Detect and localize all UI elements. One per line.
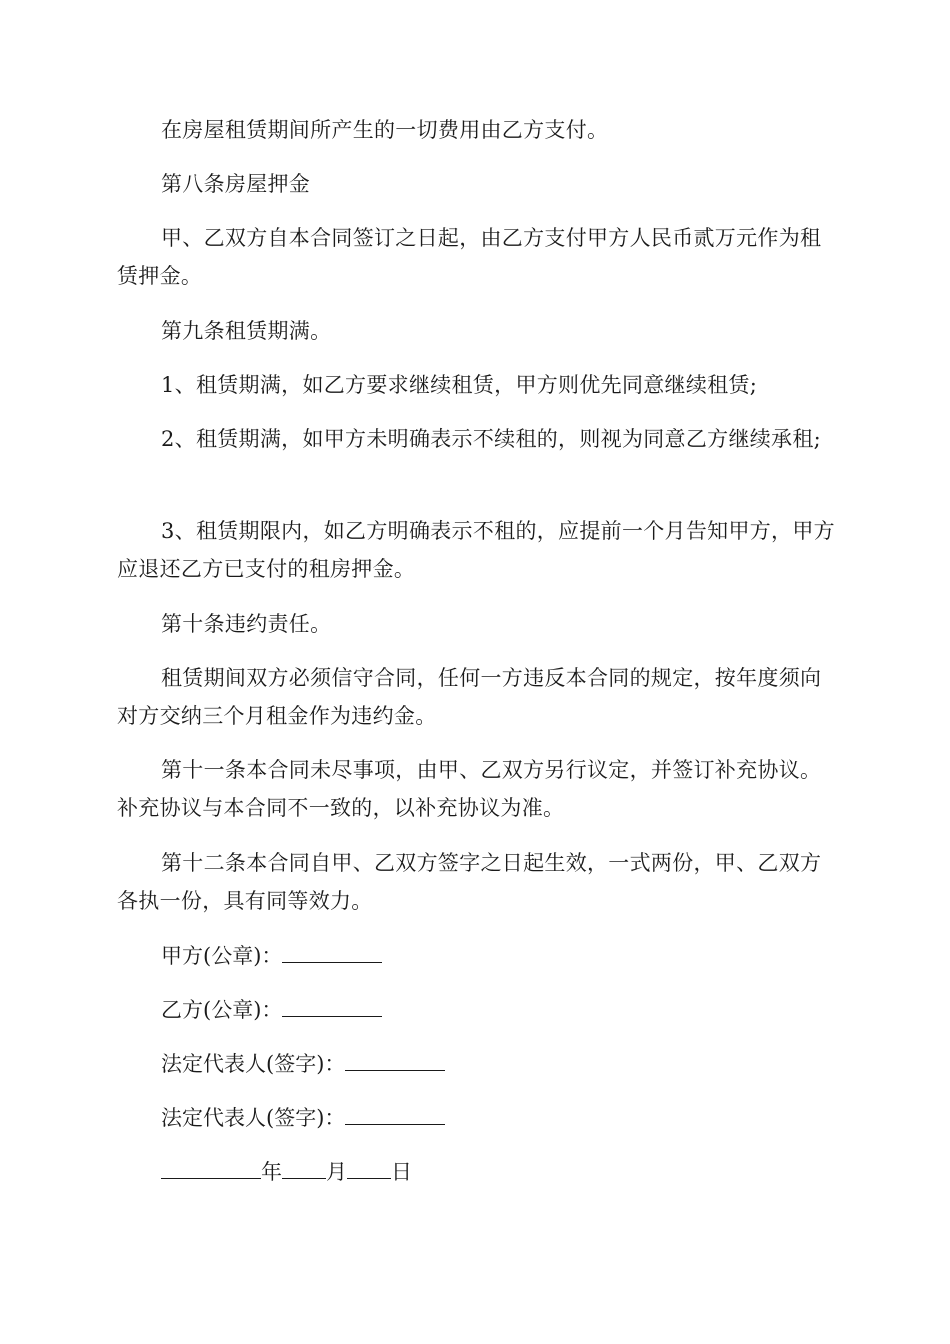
paragraph-deposit: 甲、乙双方自本合同签订之日起，由乙方支付甲方人民币贰万元作为租赁押金。 <box>117 226 822 288</box>
heading-article-9: 第九条租赁期满。 <box>161 319 332 343</box>
signature-party-a-blank <box>282 940 382 963</box>
paragraph-expiry-3: 3、租赁期限内，如乙方明确表示不租的，应提前一个月告知甲方，甲方应退还乙方已支付的租房押金。 <box>117 519 835 581</box>
signature-legal-rep-1-label: 法定代表人(签字)： <box>161 1052 346 1076</box>
signature-party-b-label: 乙方(公章)： <box>161 998 283 1022</box>
paragraph-expiry-2: 2、租赁期满，如甲方未明确表示不续租的，则视为同意乙方继续承租; <box>161 427 822 451</box>
signature-party-b-blank <box>282 994 382 1017</box>
date-year-blank <box>161 1156 261 1179</box>
date-year-label: 年 <box>261 1160 282 1184</box>
signature-legal-rep-2-label: 法定代表人(签字)： <box>161 1106 346 1130</box>
paragraph-expiry-1: 1、租赁期满，如乙方要求继续租赁，甲方则优先同意继续租赁; <box>161 373 758 397</box>
date-day-blank <box>347 1156 391 1179</box>
signature-legal-rep-2-blank <box>345 1102 445 1125</box>
date-month-label: 月 <box>326 1160 347 1184</box>
signature-legal-rep-1 <box>161 1048 445 1079</box>
paragraph-article-11: 第十一条本合同未尽事项，由甲、乙双方另行议定，并签订补充协议。补充协议与本合同不一致的，以补充协议为准。 <box>117 758 822 820</box>
signature-legal-rep-2 <box>161 1102 445 1133</box>
signature-date <box>161 1156 412 1187</box>
signature-party-a <box>161 940 382 971</box>
paragraph-article-12: 第十二条本合同自甲、乙双方签字之日起生效，一式两份，甲、乙双方各执一份，具有同等效力。 <box>117 851 822 913</box>
paragraph-fees: 在房屋租赁期间所产生的一切费用由乙方支付。 <box>161 118 609 142</box>
signature-party-b <box>161 994 382 1025</box>
heading-article-8: 第八条房屋押金 <box>161 172 311 196</box>
signature-party-a-label: 甲方(公章)： <box>161 944 283 968</box>
date-month-blank <box>282 1156 326 1179</box>
signature-legal-rep-1-blank <box>345 1048 445 1071</box>
date-day-label: 日 <box>391 1160 412 1184</box>
heading-article-10: 第十条违约责任。 <box>161 612 332 636</box>
paragraph-breach: 租赁期间双方必须信守合同，任何一方违反本合同的规定，按年度须向对方交纳三个月租金作为违约金。 <box>117 666 822 728</box>
